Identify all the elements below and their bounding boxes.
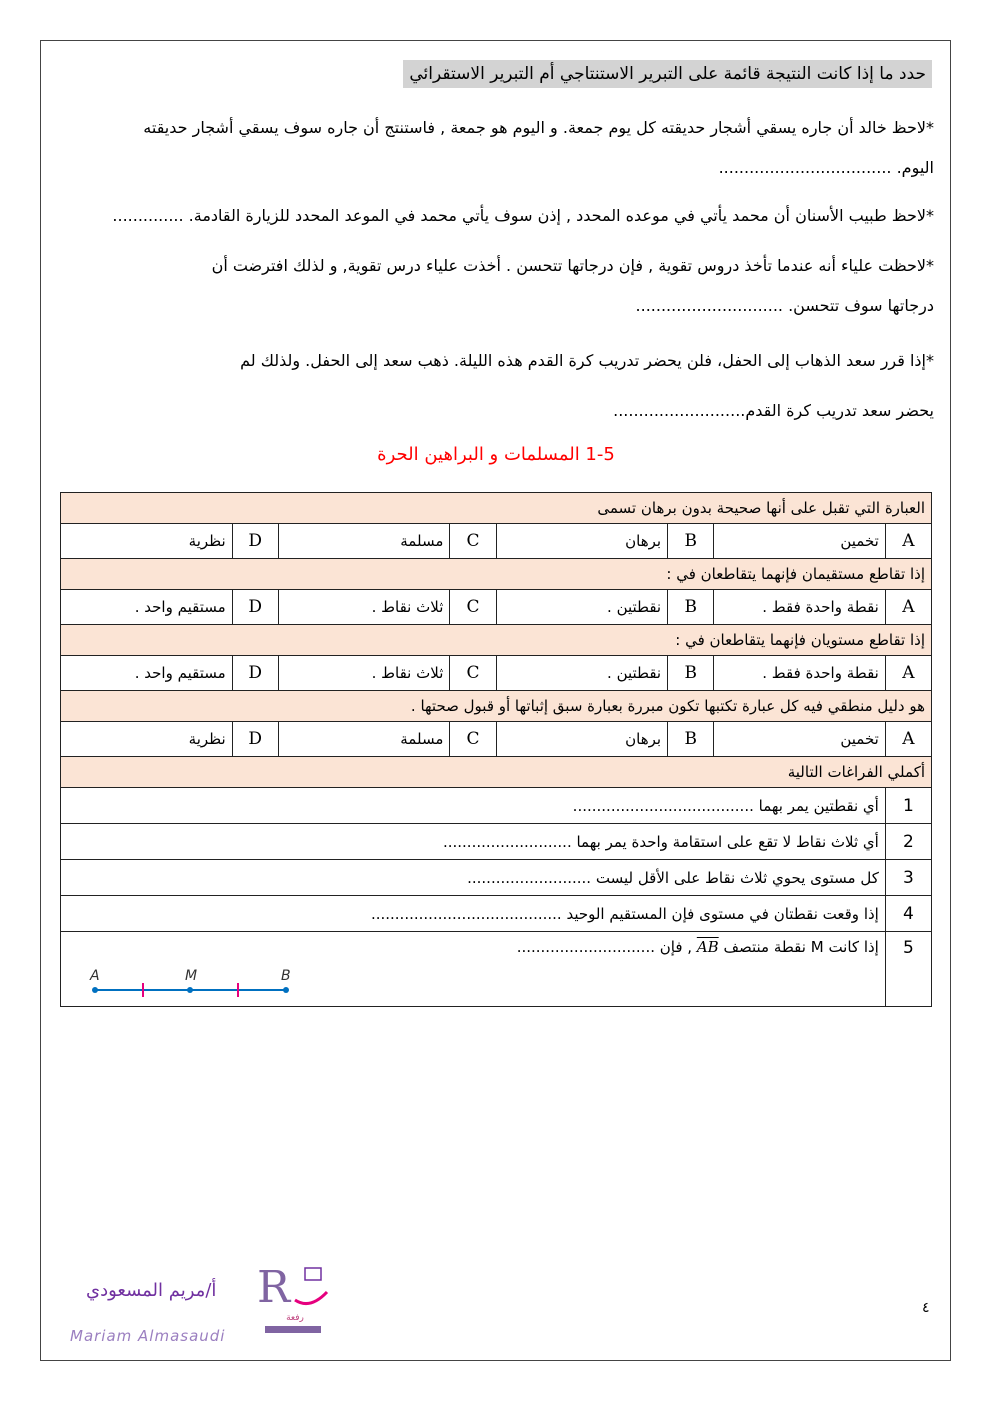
question-text: العبارة التي تقبل على أنها صحيحة بدون برهان تسمى [61, 493, 932, 524]
paragraph-line: درجاتها سوف تتحسن. ............................. [635, 296, 934, 315]
fill-text[interactable]: إذا وقعت نقطتان في مستوى فإن المستقيم الوحيد ........................................ [370, 904, 879, 923]
teacher-name-english: Mariam Almasaudi [70, 1327, 226, 1345]
option-letter: B [668, 590, 714, 625]
mcq-question-row [61, 559, 932, 590]
mcq-options-row [61, 722, 932, 757]
fill-cell[interactable] [61, 824, 886, 860]
fill-text[interactable]: كل مستوى يحوي ثلاث نقاط على الأقل ليست .......................... [467, 868, 879, 887]
fill-row [61, 824, 932, 860]
question-text: هو دليل منطقي فيه كل عبارة تكتبها تكون مبررة بعبارة سبق إثباتها أو قبول صحتها . [61, 691, 932, 722]
option-letter: D [232, 590, 278, 625]
item-number: 4 [885, 896, 931, 932]
option-letter: D [232, 524, 278, 559]
segment-figure [85, 962, 295, 998]
fill-row [61, 860, 932, 896]
paragraph-1 [60, 108, 934, 188]
mcq-question-row [61, 691, 932, 722]
fill-cell[interactable] [61, 788, 886, 824]
question-text: إذا تقاطع مستويان فإنهما يتقاطعان في : [61, 625, 932, 656]
mcq-question-row [61, 625, 932, 656]
option-choice[interactable]: نقطة واحدة فقط . [714, 656, 886, 691]
option-letter: A [885, 722, 931, 757]
mcq-options-row [61, 656, 932, 691]
paragraph-line: *لاحظ خالد أن جاره يسقي أشجار حديقته كل يوم جمعة. و اليوم هو جمعة , فاستنتج أن جاره سوف يسقي أشجار حديقته [143, 118, 934, 137]
option-choice[interactable]: برهان [496, 722, 668, 757]
mcq-question-row [61, 493, 932, 524]
option-choice[interactable]: مسلمة [278, 722, 450, 757]
svg-text:R: R [257, 1262, 291, 1313]
mcq-options-row [61, 590, 932, 625]
point-label-b: B [281, 968, 291, 984]
fill-row [61, 896, 932, 932]
page-number: ٤ [922, 1300, 930, 1316]
option-letter: A [885, 656, 931, 691]
option-choice[interactable]: مستقيم واحد . [61, 590, 233, 625]
fill-text-post[interactable]: , فإن ............................. [516, 938, 697, 956]
option-letter: C [450, 524, 496, 559]
point-m [187, 987, 193, 993]
option-letter: A [885, 590, 931, 625]
mcq-options-row [61, 524, 932, 559]
item-number: 1 [885, 788, 931, 824]
teacher-name-arabic: أ/مريم المسعودي [86, 1280, 217, 1301]
option-choice[interactable]: نظرية [61, 524, 233, 559]
option-choice[interactable]: ثلاث نقاط . [278, 590, 450, 625]
section-title: 1-5 المسلمات و البراهين الحرة [377, 444, 615, 465]
svg-text:رفعة: رفعة [286, 1313, 304, 1323]
option-choice[interactable]: ثلاث نقاط . [278, 656, 450, 691]
fill-header-row [61, 757, 932, 788]
option-choice[interactable]: نقطتين . [496, 590, 668, 625]
fill-header: أكملي الفراغات التالية [61, 757, 932, 788]
paragraph-3 [60, 246, 934, 326]
option-choice[interactable]: تخمين [714, 722, 886, 757]
option-letter: C [450, 590, 496, 625]
exercise-title: حدد ما إذا كانت النتيجة قائمة على التبرير الاستنتاجي أم التبرير الاستقرائي [403, 60, 932, 88]
fill-text-pre: إذا كانت M نقطة منتصف [718, 938, 879, 956]
option-choice[interactable]: مسلمة [278, 524, 450, 559]
logo [255, 1262, 335, 1334]
item-number: 3 [885, 860, 931, 896]
paragraph-line: *إذا قرر سعد الذهاب إلى الحفل، فلن يحضر تدريب كرة القدم هذه الليلة. ذهب سعد إلى الحفل. ولذلك لم [240, 351, 934, 370]
fill-cell[interactable] [61, 896, 886, 932]
option-letter: B [668, 722, 714, 757]
option-choice[interactable]: تخمين [714, 524, 886, 559]
option-letter: A [885, 524, 931, 559]
option-letter: C [450, 722, 496, 757]
fill-text[interactable]: أي ثلاث نقاط لا تقع على استقامة واحدة يمر بهما ........................... [442, 832, 879, 851]
fill-row [61, 788, 932, 824]
fill-cell[interactable] [61, 860, 886, 896]
option-choice[interactable]: نقطة واحدة فقط . [714, 590, 886, 625]
point-a [92, 987, 98, 993]
option-letter: B [668, 656, 714, 691]
paragraph-4 [60, 336, 934, 436]
option-choice[interactable]: نظرية [61, 722, 233, 757]
segment-ab: AB [696, 938, 719, 956]
option-choice[interactable]: مستقيم واحد . [61, 656, 233, 691]
paragraph-line: *لاحظ طبيب الأسنان أن محمد يأتي في موعده المحدد , إذن سوف يأتي محمد في الموعد المحدد للزيارة القادمة. .............. [112, 206, 934, 225]
option-choice[interactable]: برهان [496, 524, 668, 559]
item-number: 5 [885, 932, 931, 1007]
option-letter: D [232, 656, 278, 691]
point-label-m: M [185, 968, 198, 984]
fill-text[interactable]: أي نقطتين يمر بهما ...................................... [572, 796, 879, 815]
questions-table [60, 492, 932, 1007]
paragraph-line: اليوم. .................................. [718, 158, 934, 177]
point-b [283, 987, 289, 993]
paragraph-line: يحضر سعد تدريب كرة القدم.......................... [613, 401, 934, 420]
question-text: إذا تقاطع مستقيمان فإنهما يتقاطعان في : [61, 559, 932, 590]
option-letter: C [450, 656, 496, 691]
item-number: 2 [885, 824, 931, 860]
option-choice[interactable]: نقطتين . [496, 656, 668, 691]
option-letter: B [668, 524, 714, 559]
paragraph-2 [60, 196, 934, 236]
paragraph-line: *لاحظت علياء أنه عندما تأخذ دروس تقوية , فإن درجاتها تتحسن . أخذت علياء درس تقوية, و لذلك افترضت أن [211, 256, 934, 275]
option-letter: D [232, 722, 278, 757]
point-label-a: A [90, 968, 100, 984]
